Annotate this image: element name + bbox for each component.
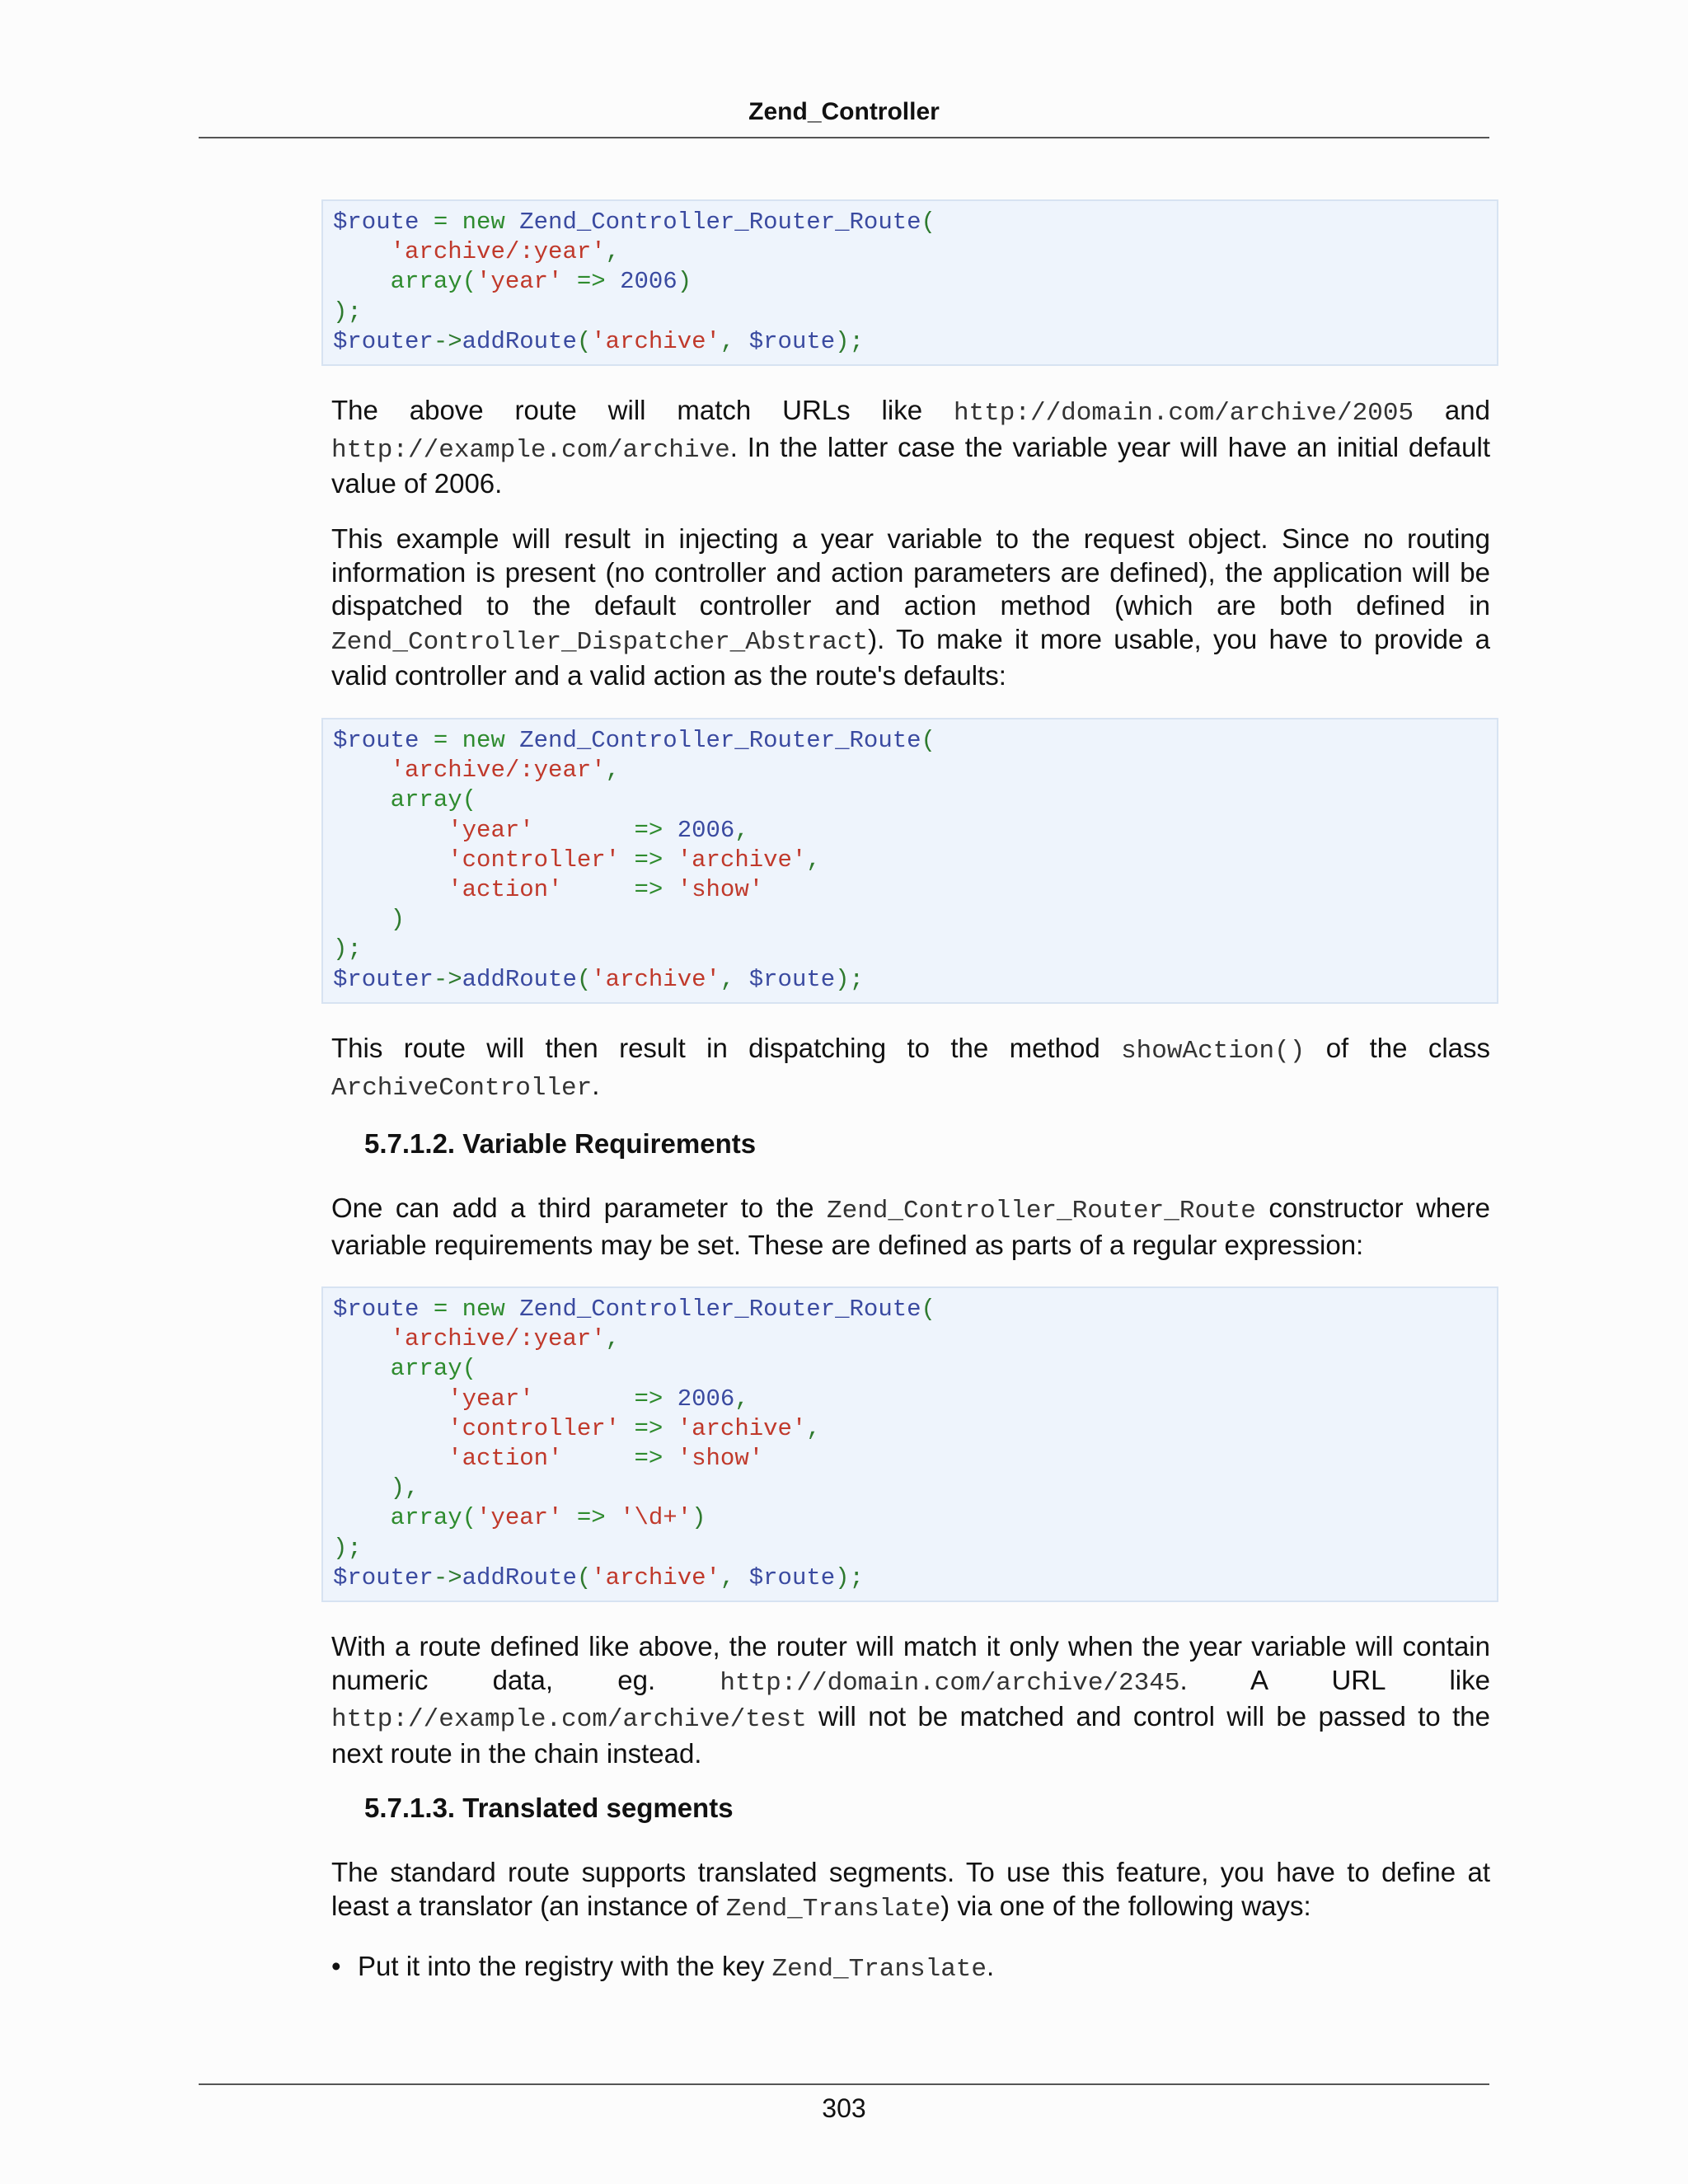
page-number: 303 [822,2093,866,2123]
paragraph-url-match [331,394,1490,501]
code-block-1 [321,199,1498,366]
page-header-title: Zend_Controller [748,98,940,125]
paragraph-injecting-year [331,523,1490,693]
paragraph-third-parameter [331,1192,1490,1262]
section-heading-variable-requirements: 5.7.1.2. Variable Requirements [364,1128,757,1159]
code-line: ) [333,906,406,934]
inline-code: Zend_Controller_Router_Route [826,1197,1256,1226]
paragraph-numeric-data [331,1630,1490,1770]
text-run: ) via one of the following ways: [940,1890,1311,1921]
text-run: of the class [1305,1033,1491,1063]
footer-rule [199,2083,1489,2085]
bullet-dot: • [331,1951,341,1981]
paragraph-dispatching [331,1032,1490,1105]
inline-code: ArchiveController [331,1073,593,1103]
text-run: . In the latter case the variable year will have an initial default value of 2006. [331,431,1490,499]
code-line: 'year' => 2006, [448,1385,749,1413]
header-rule [199,137,1489,138]
text-run: . [592,1069,600,1100]
code-line: array( [333,786,477,814]
inline-code: showAction() [1121,1037,1306,1066]
code-line: 'year' => 2006, [448,816,749,844]
code-line: ); [333,1534,362,1562]
code-line: $route = new Zend_Controller_Router_Route( [333,209,935,236]
text-run: will not be matched and control will be passed to the next route in the chain instead. [331,1701,1490,1769]
code-line: array( [333,1355,477,1383]
code-line: ); [333,298,362,326]
text-run: This example will result in injecting a year variable to the request object. Since no routing information is present (no controller and action parameters are defined), the application will be dispatched to the default controller and action method (which are both defined in [331,523,1490,621]
text-run: The above route will match URLs like [331,395,954,425]
code-block-2 [321,718,1498,1004]
text-run: constructor where variable requirements may be set. These are defined as parts of a regular expression: [331,1193,1490,1260]
code-line: $router->addRoute('archive', $route); [333,965,864,993]
code-line: 'controller' => 'archive', [448,1414,821,1442]
text-run: ). To make it more usable, you have to provide a valid controller and a valid action as the route's defaults: [331,623,1490,691]
text-run: . A URL like [1179,1664,1490,1695]
list-item-text [358,1951,995,1984]
code-line: $route = new Zend_Controller_Router_Route( [333,1296,935,1323]
code-line: array('year' => 2006) [333,268,692,296]
text-run: This route will then result in dispatching to the method [331,1033,1122,1063]
text-run: With a route defined like above, the router will match it only when the year variable will contain numeric data, eg. [331,1631,1490,1695]
text-run: One can add a third parameter to the [331,1193,827,1223]
code-block-3 [321,1286,1498,1602]
inline-code: http://example.com/archive/test [331,1705,807,1734]
code-line: 'archive/:year', [390,238,621,266]
code-line: ); [333,935,362,963]
code-line: 'archive/:year', [390,1325,621,1353]
section-heading-translated-segments: 5.7.1.3. Translated segments [364,1793,734,1823]
code-line: 'action' => 'show' [448,875,764,903]
paragraph-translated-segments [331,1856,1490,1926]
inline-code: Zend_Translate [771,1955,987,1984]
code-line: 'archive/:year', [390,757,621,785]
inline-code: Zend_Translate [725,1894,941,1924]
code-line: 'action' => 'show' [448,1444,764,1472]
code-line: $router->addRoute('archive', $route); [333,1563,864,1591]
code-line: $router->addRoute('archive', $route); [333,327,864,355]
inline-code: http://domain.com/archive/2005 [953,399,1414,428]
text-run: Put it into the registry with the key [358,1951,772,1981]
inline-code: http://example.com/archive [331,435,730,465]
text-run: . [987,1951,995,1981]
code-line: 'controller' => 'archive', [448,846,821,874]
inline-code: Zend_Controller_Dispatcher_Abstract [331,627,869,657]
inline-code: http://domain.com/archive/2345 [720,1668,1180,1698]
text-run: and [1414,395,1490,425]
text-run: The standard route supports translated segments. To use this feature, you have to define at least a translator (an instance of [331,1857,1490,1921]
code-line: ), [333,1474,420,1502]
list-item [331,1950,994,1986]
code-line: $route = new Zend_Controller_Router_Route( [333,727,935,754]
code-line: array('year' => '\d+') [333,1504,706,1532]
